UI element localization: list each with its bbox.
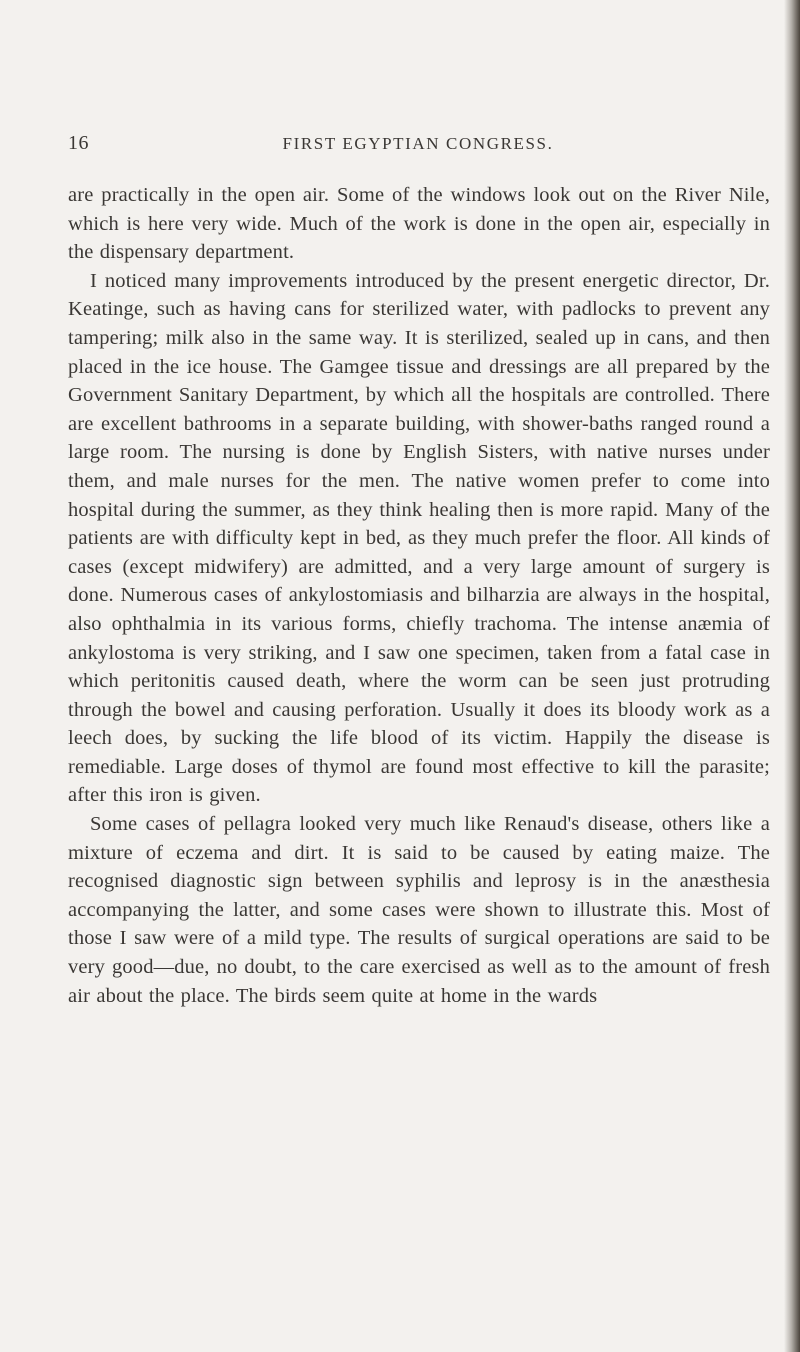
page-number: 16 [68,132,89,154]
running-title: FIRST EGYPTIAN CONGRESS. [282,134,554,153]
body-text [68,181,770,1010]
paragraph-continuation: are practically in the open air. Some of the windows look out on the River Nile, which is here very wide. Much of the work is done in the open air, especially in the dispensary department. [68,184,770,264]
paragraph-improvements: I noticed many improvements introduced by the present energetic director, Dr. Keatinge, such as having cans for sterilized water, with padlocks to prevent any tampering; milk also in the same way. It is sterilized, sealed up in cans, and then placed in the ice house. The Gamgee tissue and dressings are all prepared by the Government Sanitary Department, by which all the hospitals are controlled. There are excellent bathrooms in a separate building, with shower-baths ranged round a large room. The nursing is done by English Sisters, with native nurses under them, and male nurses for the men. The native women prefer to come into hospital during the summer, as they think healing then is more rapid. Many of the patients are with difficulty kept in bed, as they much prefer the floor. All kinds of cases (except midwifery) are admitted, and a very large amount of surgery is done. Numerous cases of ankylostomiasis and bilharzia are always in the hospital, also ophthalmia in its various forms, chiefly trachoma. The intense anæmia of ankylostoma is very striking, and I saw one specimen, taken from a fatal case in which peritonitis caused death, where the worm can be seen just protruding through the bowel and causing perforation. Usually it does its bloody work as a leech does, by sucking the life blood of its victim. Happily the disease is remediable. Large doses of thymol are found most effective to kill the parasite; after this iron is given. [68,269,770,807]
paragraph-pellagra: Some cases of pellagra looked very much like Renaud's disease, others like a mixture of eczema and dirt. It is said to be caused by eating maize. The recognised diagnostic sign between syphilis and leprosy is in the anæsthesia accompanying the latter, and some cases were shown to illustrate this. Most of those I saw were of a mild type. The results of surgical operations are said to be very good—due, no doubt, to the care exercised as well as to the amount of fresh air about the place. The birds seem quite at home in the wards [68,813,770,1007]
page-edge-shadow [784,0,800,1352]
running-head [68,132,768,158]
